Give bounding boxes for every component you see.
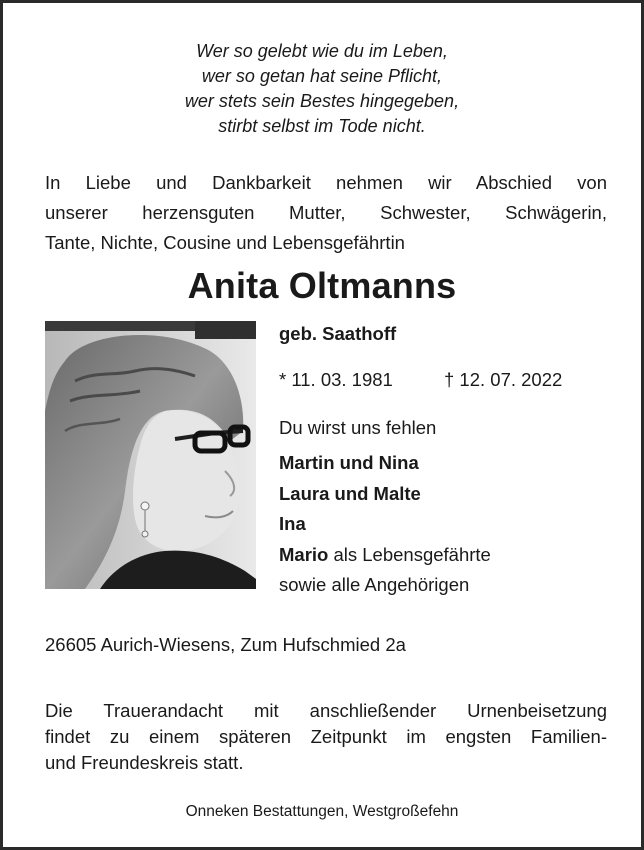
family-address: 26605 Aurich-Wiesens, Zum Hufschmied 2a (45, 634, 406, 655)
portrait-photo (45, 321, 256, 589)
intro-line: In Liebe und Dankbarkeit nehmen wir Abschied von (45, 172, 607, 193)
poem-line: wer so getan hat seine Pflicht, (201, 66, 443, 86)
service-line: Die Trauerandacht mit anschließender Urnenbeisetzung (45, 700, 607, 721)
intro-line: unserer herzensguten Mutter, Schwester, Schwägerin, (45, 202, 607, 223)
details-column (279, 320, 609, 601)
poem-line: wer stets sein Bestes hingegeben, (184, 91, 460, 111)
mourner-line: Ina (279, 513, 306, 534)
life-dates (279, 366, 609, 414)
farewell-intro (45, 168, 607, 258)
deceased-name: Anita Oltmanns (187, 265, 457, 306)
partner-name: Mario (279, 543, 329, 565)
mourner-line: sowie alle Angehörigen (279, 574, 470, 595)
service-info (45, 698, 607, 776)
service-line: und Freundeskreis statt. (45, 752, 244, 773)
mourners-list (279, 448, 609, 601)
poem-line: Wer so gelebt wie du im Leben, (196, 41, 448, 61)
memorial-poem (3, 39, 641, 139)
poem-line: stirbt selbst im Tode nicht. (218, 116, 426, 136)
farewell-line: Du wirst uns fehlen (279, 417, 437, 438)
intro-line: Tante, Nichte, Cousine und Lebensgefährtin (45, 232, 405, 253)
funeral-home: Onneken Bestattungen, Westgroßefehn (185, 803, 459, 820)
mourner-line: Martin und Nina (279, 452, 419, 473)
birth-date: * 11. 03. 1981 (279, 369, 393, 390)
partner-role: als Lebensgefährte (328, 543, 491, 565)
birth-name: geb. Saathoff (279, 323, 397, 344)
service-line: findet zu einem späteren Zeitpunkt im engsten Familien- (45, 726, 607, 747)
mourner-line: Laura und Malte (279, 482, 421, 504)
mourner-line (279, 540, 609, 571)
death-date: † 12. 07. 2022 (444, 369, 563, 390)
